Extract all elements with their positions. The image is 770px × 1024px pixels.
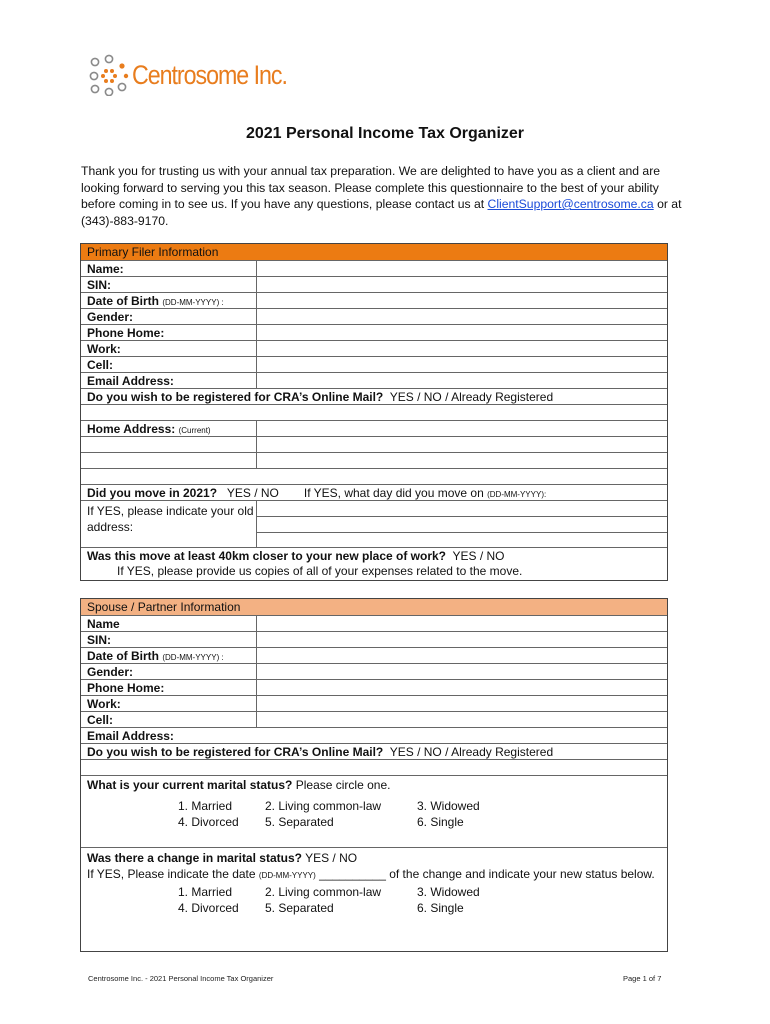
spouse-phone-work-row	[81, 696, 667, 712]
spouse-name-field[interactable]	[257, 616, 667, 631]
primary-phone-home-row	[81, 325, 667, 341]
old-address-label: If YES, please indicate your old address:	[81, 501, 257, 547]
primary-phone-cell-row	[81, 357, 667, 373]
phone-work-label: Work:	[81, 696, 257, 711]
marital-option[interactable]: 1. Married	[178, 799, 233, 813]
spouse-email-row: Email Address:	[81, 728, 667, 744]
intro-tail: or at (343)-883-9170.	[81, 197, 682, 228]
page-title: 2021 Personal Income Tax Organizer	[245, 125, 525, 142]
intro-paragraph	[81, 163, 691, 229]
spouse-gender-field[interactable]	[257, 664, 667, 679]
spouse-dob-row	[81, 648, 667, 664]
company-logo	[88, 54, 312, 96]
home-address-row	[81, 421, 667, 437]
home-address-line-3[interactable]	[257, 453, 667, 468]
marital-option[interactable]: 6. Single	[417, 901, 464, 915]
marital-change-row: Was there a change in marital status? YES / NO If YES, Please indicate the date (DD-MM-YYYY) __________ of the change and indicate your new status below. 1. Married 2. Living common-law 3. Widowed 4. Divorced 5. Separated 6. Single	[81, 848, 667, 951]
phone-home-label: Phone Home:	[81, 325, 257, 340]
marital-status-row: What is your current marital status? Please circle one. 1. Married 2. Living common-law 3. Widowed 4. Divorced 5. Separated 6. Single	[81, 776, 667, 848]
marital-option[interactable]: 5. Separated	[265, 901, 334, 915]
primary-phone-home-field[interactable]	[257, 325, 667, 340]
primary-phone-work-row	[81, 341, 667, 357]
primary-email-row	[81, 373, 667, 389]
marital-option[interactable]: 2. Living common-law	[265, 799, 382, 813]
footer-document-title: Centrosome Inc. - 2021 Personal Income Tax Organizer	[88, 974, 274, 983]
blank-row	[81, 405, 667, 421]
phone-cell-label: Cell:	[81, 357, 257, 372]
footer-page-number: Page 1 of 7	[623, 974, 662, 983]
home-address-row-3	[81, 453, 667, 469]
primary-name-field[interactable]	[257, 261, 667, 276]
primary-dob-field[interactable]	[257, 293, 667, 308]
primary-dob-row	[81, 293, 667, 309]
dob-label: Date of Birth (DD-MM-YYYY) :	[81, 293, 257, 308]
marital-option[interactable]: 6. Single	[417, 815, 464, 829]
old-address-line-2[interactable]	[257, 517, 667, 533]
spouse-phone-cell-field[interactable]	[257, 712, 667, 727]
phone-cell-label: Cell:	[81, 712, 257, 727]
sin-label: SIN:	[81, 277, 257, 292]
marital-option[interactable]: 5. Separated	[265, 815, 334, 829]
move40-note: If YES, please provide us copies of all of your expenses related to the move.	[117, 564, 523, 578]
move40-options[interactable]: YES / NO	[452, 549, 505, 563]
name-label: Name:	[81, 261, 257, 276]
home-address-line-1[interactable]	[257, 421, 667, 436]
primary-phone-cell-field[interactable]	[257, 357, 667, 372]
spouse-phone-home-row	[81, 680, 667, 696]
primary-cra-options[interactable]: YES / NO / Already Registered	[389, 390, 554, 404]
primary-gender-field[interactable]	[257, 309, 667, 324]
old-address-line-3[interactable]	[257, 533, 667, 547]
marital-option[interactable]: 3. Widowed	[417, 885, 480, 899]
spouse-name-row	[81, 616, 667, 632]
sin-label: SIN:	[81, 632, 257, 647]
intro-text: Thank you for trusting us with your annual tax preparation. We are delighted to have you as a client and are looking forward to serving you this tax season. Please complete this questionnaire to the best of your ability before coming in to see us. If you have any questions, please contact us at	[81, 164, 661, 211]
primary-filer-section	[80, 243, 668, 581]
home-address-row-2	[81, 437, 667, 453]
moved-row: Did you move in 2021? YES / NO If YES, what day did you move on (DD-MM-YYYY):	[81, 485, 667, 501]
phone-home-label: Phone Home:	[81, 680, 257, 695]
spouse-phone-work-field[interactable]	[257, 696, 667, 711]
moved-options[interactable]: YES / NO	[226, 486, 279, 500]
centrosome-logo-icon	[88, 54, 130, 96]
spouse-section	[80, 598, 668, 952]
marital-option[interactable]: 2. Living common-law	[265, 885, 382, 899]
primary-gender-row	[81, 309, 667, 325]
primary-phone-work-field[interactable]	[257, 341, 667, 356]
primary-name-row	[81, 261, 667, 277]
support-email-link[interactable]: ClientSupport@centrosome.ca	[487, 197, 654, 211]
logo-text: Centrosome Inc.	[132, 59, 287, 90]
marital-change-options[interactable]: YES / NO	[305, 851, 358, 865]
marital-option[interactable]: 4. Divorced	[178, 901, 239, 915]
old-address-line-1[interactable]	[257, 501, 667, 517]
home-address-label: Home Address: (Current)	[81, 421, 257, 436]
marital-option[interactable]: 4. Divorced	[178, 815, 239, 829]
spouse-header: Spouse / Partner Information	[81, 599, 667, 616]
spouse-phone-cell-row	[81, 712, 667, 728]
marital-options	[87, 799, 667, 831]
spouse-phone-home-field[interactable]	[257, 680, 667, 695]
primary-sin-row	[81, 277, 667, 293]
primary-email-field[interactable]	[257, 373, 667, 388]
primary-filer-header: Primary Filer Information	[81, 244, 667, 261]
gender-label: Gender:	[81, 664, 257, 679]
spouse-gender-row	[81, 664, 667, 680]
email-label: Email Address:	[81, 373, 257, 388]
old-address-row	[81, 501, 667, 548]
spouse-sin-field[interactable]	[257, 632, 667, 647]
spouse-sin-row	[81, 632, 667, 648]
spouse-cra-options[interactable]: YES / NO / Already Registered	[389, 745, 554, 759]
marital-option[interactable]: 1. Married	[178, 885, 233, 899]
primary-sin-field[interactable]	[257, 277, 667, 292]
spouse-dob-field[interactable]	[257, 648, 667, 663]
blank-row	[81, 760, 667, 776]
phone-work-label: Work:	[81, 341, 257, 356]
home-address-line-2[interactable]	[257, 437, 667, 452]
move40-row: Was this move at least 40km closer to your new place of work? YES / NO If YES, please provide us copies of all of your expenses related to the move.	[87, 549, 523, 578]
name-label: Name	[81, 616, 257, 631]
dob-label: Date of Birth (DD-MM-YYYY) :	[81, 648, 257, 663]
marital-option[interactable]: 3. Widowed	[417, 799, 480, 813]
marital-change-options-list	[87, 884, 661, 916]
gender-label: Gender:	[81, 309, 257, 324]
primary-cra-row: Do you wish to be registered for CRA’s Online Mail? YES / NO / Already Registered	[81, 389, 667, 405]
spouse-cra-row: Do you wish to be registered for CRA’s Online Mail? YES / NO / Already Registered	[81, 744, 667, 760]
blank-row	[81, 469, 667, 485]
